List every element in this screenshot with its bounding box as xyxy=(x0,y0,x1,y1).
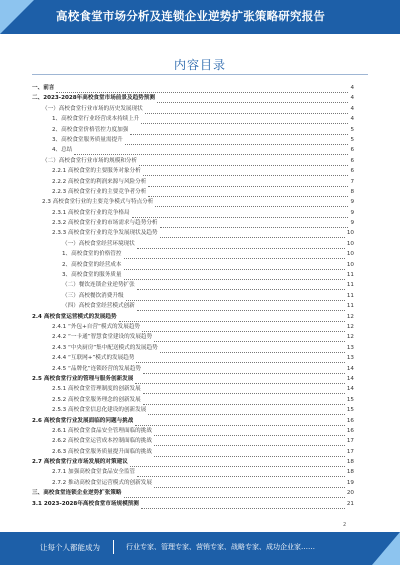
toc-entry[interactable] xyxy=(32,437,354,446)
toc-leader-dots xyxy=(56,86,348,93)
toc-entry[interactable] xyxy=(32,219,354,228)
toc-entry[interactable] xyxy=(32,375,354,384)
toc-leader-dots xyxy=(154,481,345,488)
toc-leader-dots xyxy=(126,294,345,301)
toc-entry[interactable] xyxy=(32,178,354,187)
toc-entry-page: 4 xyxy=(350,105,354,112)
toc-entry-text: 1、高校食堂行业经营成本持续上升 xyxy=(52,116,140,123)
toc-leader-dots xyxy=(143,367,345,374)
toc-title-divider xyxy=(32,74,368,75)
toc-entry[interactable] xyxy=(32,396,354,405)
toc-entry[interactable] xyxy=(32,115,354,124)
toc-leader-dots xyxy=(74,148,348,155)
toc-entry-text: 2.6.1 高校食堂食品安全管理面临的挑战 xyxy=(52,427,152,434)
toc-entry-page: 7 xyxy=(350,178,354,185)
toc-leader-dots xyxy=(132,211,349,218)
toc-entry-page: 10 xyxy=(346,230,354,237)
toc-entry-text: 2.4.1 “外包+自营”模式的发展趋势 xyxy=(52,323,141,330)
toc-leader-dots xyxy=(160,231,345,238)
toc-entry-text: 2.5 高校食堂行业的管理与服务创新发展 xyxy=(32,375,134,382)
toc-entry-text: （四）高校食堂经营模式创新 xyxy=(62,303,135,310)
toc-entry[interactable] xyxy=(32,333,354,342)
toc-leader-dots xyxy=(137,283,345,290)
toc-entry[interactable] xyxy=(32,489,354,498)
toc-entry[interactable] xyxy=(32,365,354,374)
toc-entry[interactable] xyxy=(32,385,354,394)
toc-entry[interactable] xyxy=(32,126,354,135)
footer-divider xyxy=(113,540,114,554)
toc-entry-text: 2.2.1 高校食堂的主要服务对象分析 xyxy=(52,168,141,175)
toc-leader-dots xyxy=(124,273,345,280)
toc-entry-text: 2.7.2 推动高校食堂运营模式的创新发展 xyxy=(52,479,152,486)
toc-entry-page: 9 xyxy=(350,220,354,227)
toc-leader-dots xyxy=(135,377,345,384)
toc-entry-page: 12 xyxy=(346,323,354,330)
toc-entry[interactable] xyxy=(32,84,354,93)
toc-entry[interactable] xyxy=(32,313,354,322)
toc-entry[interactable] xyxy=(32,281,354,290)
table-of-contents xyxy=(32,84,354,510)
toc-entry-text: 2.6 高校食堂行业发展面临的问题与挑战 xyxy=(32,417,134,424)
toc-entry-text: （一）高校食堂行业市场的历史发展现状 xyxy=(42,105,143,112)
toc-entry-text: 2.5.2 高校食堂服务理念的创新发展 xyxy=(52,396,141,403)
toc-leader-dots xyxy=(139,159,348,166)
toc-entry[interactable] xyxy=(32,427,354,436)
toc-entry[interactable] xyxy=(32,209,354,218)
toc-entry-page: 11 xyxy=(346,303,354,310)
toc-entry[interactable] xyxy=(32,479,354,488)
toc-leader-dots xyxy=(154,429,345,436)
footer-tagline: 行业专家、管理专家、营销专家、战略专家、成功企业家…… xyxy=(126,543,315,551)
report-title: 高校食堂市场分析及连锁企业逆势扩张策略研究报告 xyxy=(56,9,326,23)
toc-leader-dots xyxy=(137,304,345,311)
page-header xyxy=(0,0,400,34)
toc-leader-dots xyxy=(157,96,348,103)
toc-entry-page: 12 xyxy=(346,334,354,341)
toc-entry[interactable] xyxy=(32,323,354,332)
toc-entry-page: 15 xyxy=(346,396,354,403)
toc-entry[interactable] xyxy=(32,94,354,103)
toc-leader-dots xyxy=(154,335,345,342)
toc-leader-dots xyxy=(124,252,345,259)
toc-entry-text: （三）高校餐饮消费升级 xyxy=(62,292,124,299)
toc-leader-dots xyxy=(125,138,349,145)
toc-entry-page: 11 xyxy=(346,282,354,289)
toc-entry[interactable] xyxy=(32,354,354,363)
toc-leader-dots xyxy=(145,107,349,114)
toc-entry[interactable] xyxy=(32,406,354,415)
toc-leader-dots xyxy=(143,398,345,405)
toc-leader-dots xyxy=(141,117,348,124)
toc-entry-page: 13 xyxy=(346,355,354,362)
toc-entry-text: 2.4.5 “品牌化”连锁经营的发展趋势 xyxy=(52,365,141,372)
toc-entry-text: 2.7.1 加强高校食堂食品安全监管 xyxy=(52,469,136,476)
toc-leader-dots xyxy=(124,263,345,270)
toc-entry-page: 20 xyxy=(346,490,354,497)
toc-entry-page: 16 xyxy=(346,427,354,434)
toc-entry-text: 2.7 高校食堂行业市场发展的对策建议 xyxy=(32,459,128,466)
toc-entry[interactable] xyxy=(32,458,354,467)
toc-leader-dots xyxy=(143,387,345,394)
footer-accent xyxy=(372,532,400,565)
toc-entry[interactable] xyxy=(32,157,354,166)
toc-entry-text: 3.1 2023-2028年高校食堂市场规模预测 xyxy=(32,500,139,507)
toc-entry[interactable] xyxy=(32,105,354,114)
toc-entry[interactable] xyxy=(32,500,354,509)
toc-leader-dots xyxy=(141,502,345,509)
toc-title: 内容目录 xyxy=(173,58,226,72)
toc-entry-text: 2、高校食堂的经营成本 xyxy=(62,261,122,268)
toc-entry-page: 9 xyxy=(350,209,354,216)
toc-entry-text: 4、总结 xyxy=(52,147,73,154)
toc-entry-page: 6 xyxy=(350,157,354,164)
toc-leader-dots xyxy=(148,180,348,187)
toc-entry-text: 2.2.2 高校食堂的利润来源与风险分析 xyxy=(52,178,147,185)
toc-entry-text: 2.3.1 高校食堂行业的竞争格局 xyxy=(52,209,130,216)
toc-entry-text: 2.6.3 高校食堂服务质量提升面临的挑战 xyxy=(52,448,152,455)
toc-entry[interactable] xyxy=(32,229,354,238)
toc-entry-page: 15 xyxy=(346,407,354,414)
toc-entry-page: 18 xyxy=(346,459,354,466)
page-number: 2 xyxy=(343,522,347,528)
toc-entry-page: 5 xyxy=(350,136,354,143)
toc-entry-page: 5 xyxy=(350,126,354,133)
toc-entry-text: 2.4 高校食堂运营模式的发展趋势 xyxy=(32,313,117,320)
toc-entry-page: 4 xyxy=(350,95,354,102)
toc-entry-page: 8 xyxy=(350,188,354,195)
toc-leader-dots xyxy=(155,200,348,207)
toc-entry-text: 2.4.3 “中央厨房”集中配送模式的发展趋势 xyxy=(52,344,158,351)
toc-entry-page: 16 xyxy=(346,417,354,424)
toc-entry-text: 2.6.2 高校食堂运营成本控制面临的挑战 xyxy=(52,438,152,445)
toc-leader-dots xyxy=(160,221,349,228)
toc-entry-text: 3、高校食堂的服务质量 xyxy=(62,272,122,279)
toc-entry[interactable] xyxy=(32,167,354,176)
toc-entry-text: （二）高校食堂行业市场的规模和分析 xyxy=(42,157,138,164)
toc-entry-page: 10 xyxy=(346,240,354,247)
toc-entry-page: 21 xyxy=(346,500,354,507)
toc-entry-text: 2.2.3 高校食堂行业的主要竞争者分析 xyxy=(52,188,147,195)
toc-leader-dots xyxy=(137,470,345,477)
toc-entry-page: 14 xyxy=(346,365,354,372)
toc-entry-page: 11 xyxy=(346,272,354,279)
toc-entry-page: 4 xyxy=(350,116,354,123)
toc-leader-dots xyxy=(148,408,345,415)
toc-leader-dots xyxy=(148,190,348,197)
toc-entry-text: 2.3 高校食堂行业的主要竞争模式与特点分析 xyxy=(42,199,154,206)
page-footer xyxy=(0,532,400,565)
toc-entry[interactable] xyxy=(32,136,354,145)
toc-entry-text: 2、高校食堂价格管控力度加强 xyxy=(52,126,129,133)
toc-entry[interactable] xyxy=(32,292,354,301)
toc-leader-dots xyxy=(136,356,344,363)
toc-entry-page: 4 xyxy=(350,85,354,91)
toc-entry-page: 18 xyxy=(346,469,354,476)
toc-leader-dots xyxy=(124,491,345,498)
toc-entry-text: 2.5.3 高校食堂信息化建设的创新发展 xyxy=(52,407,147,414)
toc-entry[interactable] xyxy=(32,198,354,207)
toc-leader-dots xyxy=(143,169,349,176)
toc-leader-dots xyxy=(142,325,345,332)
toc-entry[interactable] xyxy=(32,146,354,155)
toc-entry-text: 1、高校食堂的价格管控 xyxy=(62,251,122,258)
toc-entry-text: （一）高校食堂经营环境现状 xyxy=(62,240,135,247)
toc-entry-text: 2.3.2 高校食堂行业的市场需求与趋势分析 xyxy=(52,220,158,227)
toc-leader-dots xyxy=(130,128,348,135)
toc-entry-page: 9 xyxy=(350,199,354,206)
toc-entry-text: 2.3.3 高校食堂行业的竞争发展现状及趋势 xyxy=(52,230,158,237)
toc-entry-page: 14 xyxy=(346,375,354,382)
toc-entry-text: 2.5.1 高校食堂管理制度的创新发展 xyxy=(52,386,141,393)
toc-entry-page: 10 xyxy=(346,261,354,268)
toc-entry-page: 11 xyxy=(346,292,354,299)
toc-entry-page: 10 xyxy=(346,251,354,258)
toc-entry-text: 二、2023-2028年高校食堂市场前景及趋势预测 xyxy=(32,95,155,102)
toc-entry-page: 6 xyxy=(350,168,354,175)
toc-entry-page: 17 xyxy=(346,438,354,445)
toc-entry[interactable] xyxy=(32,271,354,280)
toc-entry[interactable] xyxy=(32,188,354,197)
toc-leader-dots xyxy=(160,346,345,353)
toc-entry-text: 一、前言 xyxy=(32,85,55,91)
toc-entry[interactable] xyxy=(32,344,354,353)
toc-entry-page: 12 xyxy=(346,313,354,320)
toc-entry[interactable] xyxy=(32,261,354,270)
toc-leader-dots xyxy=(119,315,345,322)
toc-entry-page: 13 xyxy=(346,344,354,351)
toc-entry[interactable] xyxy=(32,302,354,311)
toc-leader-dots xyxy=(135,419,345,426)
toc-entry-text: （二）餐饮连锁企业逆势扩张 xyxy=(62,282,135,289)
toc-entry-page: 14 xyxy=(346,386,354,393)
toc-entry-text: 2.4.2 “一卡通”智慧食堂建设的发展趋势 xyxy=(52,334,153,341)
toc-entry-text: 2.4.4 “互联网+”模式的发展趋势 xyxy=(52,355,135,362)
toc-entry-text: 3、高校食堂服务质量需提升 xyxy=(52,136,123,143)
header-accent xyxy=(0,0,34,34)
toc-leader-dots xyxy=(154,439,345,446)
toc-entry[interactable] xyxy=(32,448,354,457)
toc-entry-page: 17 xyxy=(346,448,354,455)
toc-leader-dots xyxy=(137,242,345,249)
toc-entry-page: 19 xyxy=(346,479,354,486)
toc-leader-dots xyxy=(154,450,345,457)
toc-entry[interactable] xyxy=(32,240,354,249)
toc-leader-dots xyxy=(130,460,345,467)
toc-entry-text: 三、高校食堂连锁企业逆势扩张策略 xyxy=(32,490,122,497)
toc-entry[interactable] xyxy=(32,417,354,426)
footer-slogan: 让每个人都能成为 xyxy=(40,543,100,552)
toc-entry[interactable] xyxy=(32,250,354,259)
toc-entry-page: 6 xyxy=(350,147,354,154)
toc-entry[interactable] xyxy=(32,468,354,477)
